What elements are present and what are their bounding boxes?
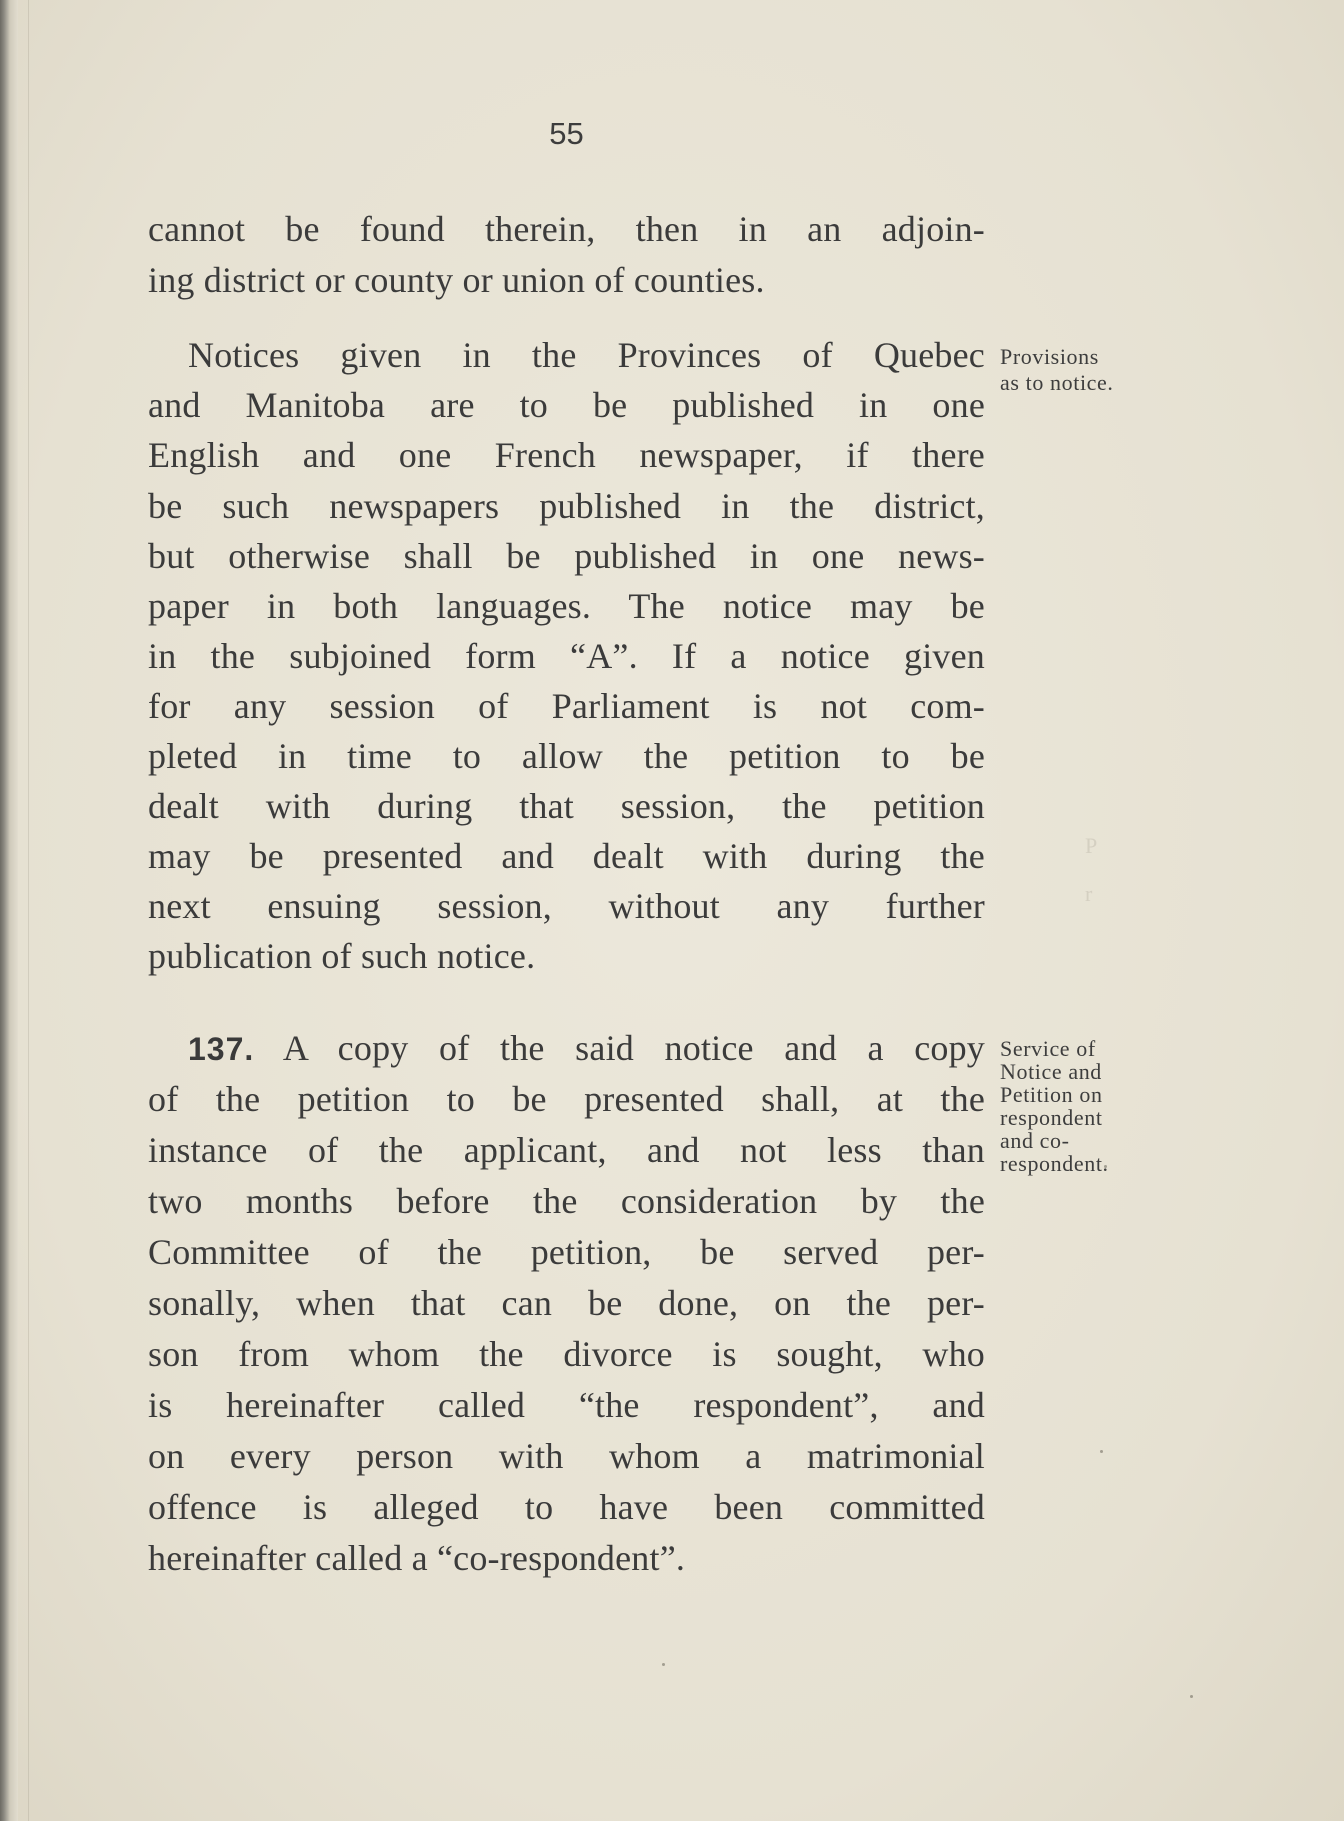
- text-line: be such newspapers published in the district,: [148, 486, 985, 526]
- text-line: paper in both languages. The notice may be: [148, 586, 985, 626]
- text-line: for any session of Parliament is not com-: [148, 686, 985, 726]
- text-line: and Manitoba are to be published in one: [148, 385, 985, 425]
- text-line: next ensuing session, without any further: [148, 886, 985, 926]
- text-line: Notices given in the Provinces of Quebec: [188, 335, 985, 375]
- margin-note-line: Petition on: [1000, 1082, 1103, 1107]
- text-line: but otherwise shall be published in one news-: [148, 536, 985, 576]
- text-line: sonally, when that can be done, on the per-: [148, 1283, 985, 1323]
- bleed-through-mark: r: [1085, 881, 1093, 906]
- text-line: in the subjoined form “A”. If a notice given: [148, 636, 985, 676]
- section-number: 137.: [188, 1031, 255, 1067]
- text-line-rest: A copy of the said notice and a copy: [282, 1028, 986, 1068]
- text-line: of the petition to be presented shall, at the: [148, 1079, 985, 1119]
- text-line: publication of such notice.: [148, 936, 536, 976]
- text-line: son from whom the divorce is sought, who: [148, 1334, 985, 1374]
- text-line: instance of the applicant, and not less than: [148, 1130, 985, 1170]
- text-line: cannot be found therein, then in an adjoin-: [148, 209, 985, 249]
- text-line: is hereinafter called “the respondent”, and: [148, 1385, 985, 1425]
- text-line: may be presented and dealt with during the: [148, 836, 985, 876]
- page-edge-line: [28, 0, 29, 1821]
- margin-note-service: [1000, 1037, 1190, 1175]
- text-line: dealt with during that session, the petition: [148, 786, 985, 826]
- paper-speck: [662, 1663, 665, 1666]
- margin-note-provisions: [1000, 344, 1190, 396]
- page-number: 55: [549, 116, 584, 151]
- margin-note-line: respondent: [1000, 1105, 1103, 1130]
- bleed-through-mark: P: [1085, 833, 1098, 858]
- text-line: Committee of the petition, be served per-: [148, 1232, 985, 1272]
- text-line: offence is alleged to have been committed: [148, 1487, 985, 1527]
- section-137-first-line: [188, 1023, 985, 1073]
- margin-note-line: Service of: [1000, 1036, 1096, 1061]
- book-spine: [0, 0, 18, 1821]
- margin-note-line: respondent.: [1000, 1151, 1109, 1176]
- text-line: pleted in time to allow the petition to be: [148, 736, 985, 776]
- text-line: ing district or county or union of counties.: [148, 260, 765, 300]
- margin-note-line: and co-: [1000, 1128, 1070, 1153]
- margin-note-line: Provisions: [1000, 344, 1099, 369]
- text-line: hereinafter called a “co-respondent”.: [148, 1538, 686, 1578]
- paper-speck: [1190, 1695, 1193, 1698]
- text-line: on every person with whom a matrimonial: [148, 1436, 985, 1476]
- text-line: two months before the consideration by the: [148, 1181, 985, 1221]
- paper-speck: [1100, 1450, 1103, 1453]
- margin-note-line: as to notice.: [1000, 370, 1114, 395]
- text-line: English and one French newspaper, if there: [148, 435, 985, 475]
- margin-note-line: Notice and: [1000, 1059, 1102, 1084]
